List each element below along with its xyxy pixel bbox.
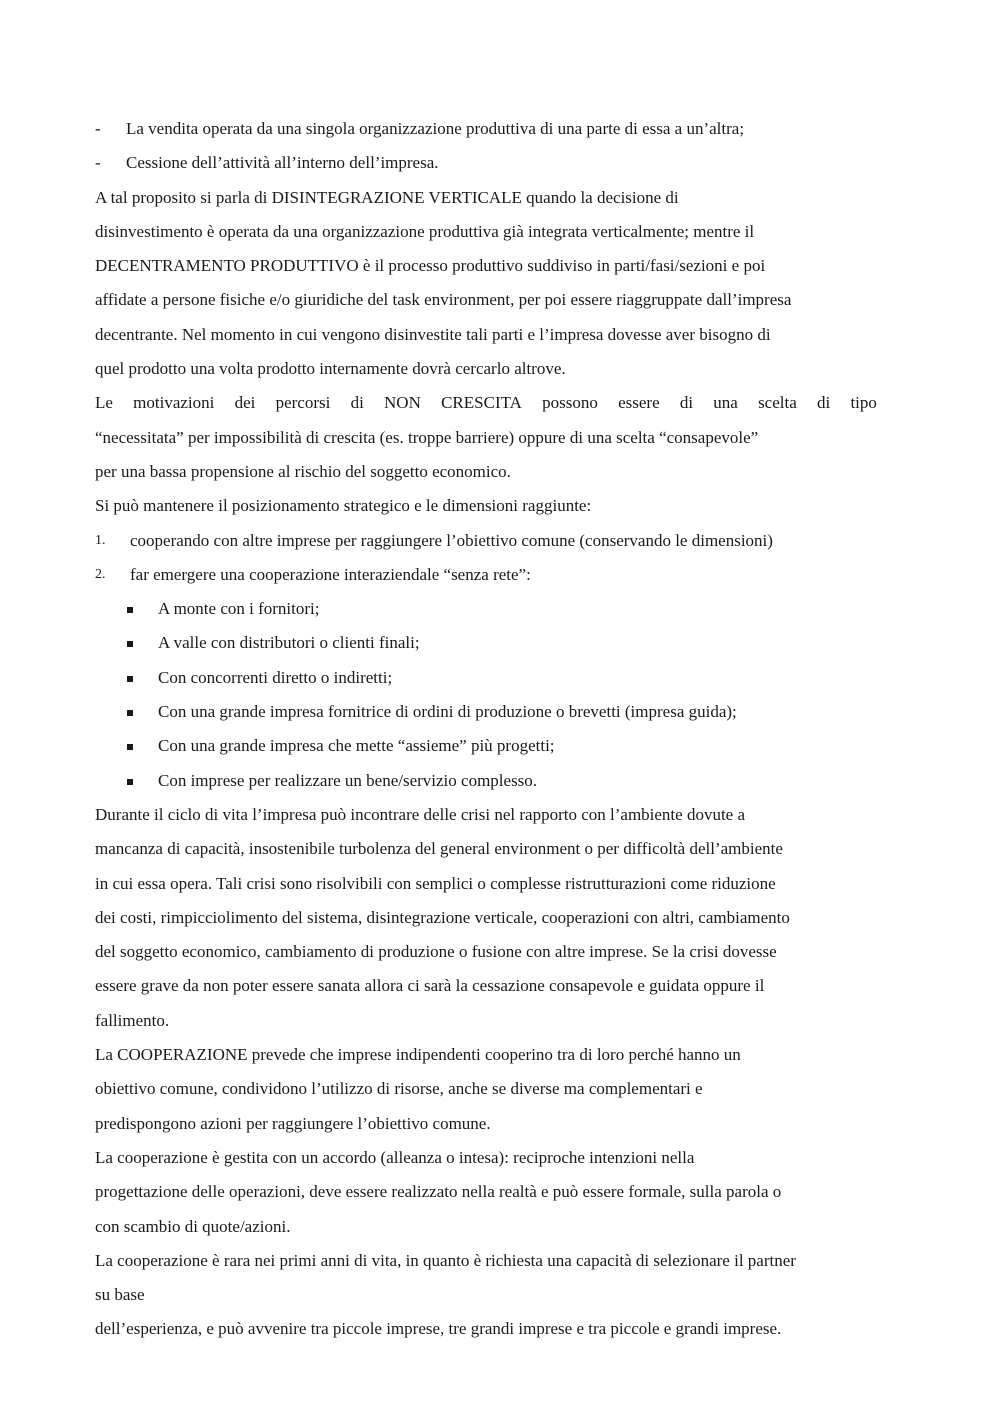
word: essere <box>618 393 660 413</box>
text-line: in cui essa opera. Tali crisi sono risolvibili con semplici o complesse ristrutturazioni come riduzione <box>95 873 776 893</box>
word: una <box>713 393 738 413</box>
list-number: 1. <box>95 532 106 548</box>
text-line: DECENTRAMENTO PRODUTTIVO è il processo produttivo suddiviso in parti/fasi/sezioni e poi <box>95 256 766 276</box>
text-line: affidate a persone fisiche e/o giuridiche del task environment, per poi essere riaggruppate dall’impresa <box>95 290 792 310</box>
text-line: progettazione delle operazioni, deve essere realizzato nella realtà e può essere formale, sulla parola o <box>95 1182 782 1202</box>
bullet-list-item <box>95 661 910 695</box>
text-line: dell’esperienza, e può avvenire tra piccole imprese, tre grandi imprese e tra piccole e grandi imprese. <box>95 1319 782 1339</box>
bullet-list-item <box>95 695 910 729</box>
word: di <box>350 393 364 413</box>
square-bullet-icon <box>127 779 133 785</box>
text-line: La cooperazione è gestita con un accordo (alleanza o intesa): reciproche intenzioni nella <box>95 1147 695 1167</box>
paragraph-accordo <box>95 1141 910 1244</box>
text-line: su base <box>95 1285 145 1305</box>
word: motivazioni <box>133 393 215 413</box>
text-line: La COOPERAZIONE prevede che imprese indipendenti cooperino tra di loro perché hanno un <box>95 1045 741 1065</box>
text-line: A tal proposito si parla di DISINTEGRAZIONE VERTICALE quando la decisione di <box>95 187 679 207</box>
square-bullet-icon <box>127 641 133 647</box>
text-line: quel prodotto una volta prodotto internamente dovrà cercarlo altrove. <box>95 359 566 379</box>
document-page <box>95 112 910 1347</box>
text-line: disinvestimento è operata da una organizzazione produttiva già integrata verticalmente; mentre il <box>95 221 755 241</box>
text-line: predispongono azioni per raggiungere l’obiettivo comune. <box>95 1113 491 1133</box>
list-item-text: far emergere una cooperazione interaziendale “senza rete”: <box>130 564 531 584</box>
numbered-list-item <box>95 558 910 592</box>
square-bullet-icon <box>127 744 133 750</box>
word: tipo <box>850 393 877 413</box>
word: di <box>679 393 694 413</box>
word: dei <box>234 393 256 413</box>
list-number: 2. <box>95 566 106 582</box>
bullet-item-text: A valle con distributori o clienti finali; <box>158 633 420 653</box>
justified-text-line <box>95 386 877 420</box>
text-line: del soggetto economico, cambiamento di produzione o fusione con altre imprese. Se la crisi dovesse <box>95 942 777 962</box>
dash-list-item <box>95 112 910 146</box>
word: Le <box>95 393 113 413</box>
text-line: fallimento. <box>95 1010 170 1030</box>
paragraph-posizionamento: Si può mantenere il posizionamento strategico e le dimensioni raggiunte: <box>95 496 592 516</box>
dash-marker: - <box>95 153 101 173</box>
word: NON <box>384 393 421 413</box>
text-line: Durante il ciclo di vita l’impresa può incontrare delle crisi nel rapporto con l’ambiente dovute a <box>95 804 746 824</box>
text-line: decentrante. Nel momento in cui vengono disinvestite tali parti e l’impresa dovesse aver bisogno di <box>95 324 771 344</box>
text-line: “necessitata” per impossibilità di crescita (es. troppe barriere) oppure di una scelta “consapevole” <box>95 427 759 447</box>
bullet-item-text: Con una grande impresa che mette “assieme” più progetti; <box>158 736 555 756</box>
dash-list-item <box>95 146 910 180</box>
dash-marker: - <box>95 119 101 138</box>
paragraph-crisi <box>95 798 910 1038</box>
bullet-list-item <box>95 592 910 626</box>
bullet-list-item <box>95 764 910 798</box>
dash-item-text: La vendita operata da una singola organizzazione produttiva di una parte di essa a un’altra; <box>126 119 745 138</box>
text-line: La cooperazione è rara nei primi anni di vita, in quanto è richiesta una capacità di selezionare il partner <box>95 1250 796 1270</box>
dash-item-text: Cessione dell’attività all’interno dell’impresa. <box>126 153 439 173</box>
bullet-item-text: Con imprese per realizzare un bene/servizio complesso. <box>158 770 538 790</box>
square-bullet-icon <box>127 710 133 716</box>
paragraph-rara <box>95 1244 910 1347</box>
text-line: essere grave da non poter essere sanata allora ci sarà la cessazione consapevole e guidata oppure il <box>95 976 765 996</box>
word: percorsi <box>275 393 331 413</box>
text-line: dei costi, rimpicciolimento del sistema, disintegrazione verticale, cooperazioni con altri, cambiamento <box>95 907 790 927</box>
square-bullet-icon <box>127 607 133 613</box>
bullet-item-text: Con una grande impresa fornitrice di ordini di produzione o brevetti (impresa guida); <box>158 702 737 722</box>
text-line: per una bassa propensione al rischio del soggetto economico. <box>95 461 511 481</box>
text-line: obiettivo comune, condividono l’utilizzo di risorse, anche se diverse ma complementari e <box>95 1079 703 1099</box>
bullet-list-item <box>95 626 910 660</box>
text-line: con scambio di quote/azioni. <box>95 1216 291 1236</box>
paragraph-disintegrazione <box>95 181 910 387</box>
text-line: mancanza di capacità, insostenibile turbolenza del general environment o per difficoltà dell’ambiente <box>95 839 783 859</box>
paragraph-cooperazione <box>95 1038 910 1141</box>
word: di <box>816 393 831 413</box>
bullet-item-text: Con concorrenti diretto o indiretti; <box>158 667 393 687</box>
square-bullet-icon <box>127 676 133 682</box>
bullet-list-item <box>95 729 910 763</box>
word: CRESCITA <box>441 393 522 413</box>
list-item-text: cooperando con altre imprese per raggiungere l’obiettivo comune (conservando le dimensioni) <box>130 530 773 550</box>
numbered-list-item <box>95 524 910 558</box>
paragraph-non-crescita <box>95 386 910 489</box>
word: scelta <box>758 393 797 413</box>
bullet-item-text: A monte con i fornitori; <box>158 599 320 619</box>
word: possono <box>542 393 598 413</box>
